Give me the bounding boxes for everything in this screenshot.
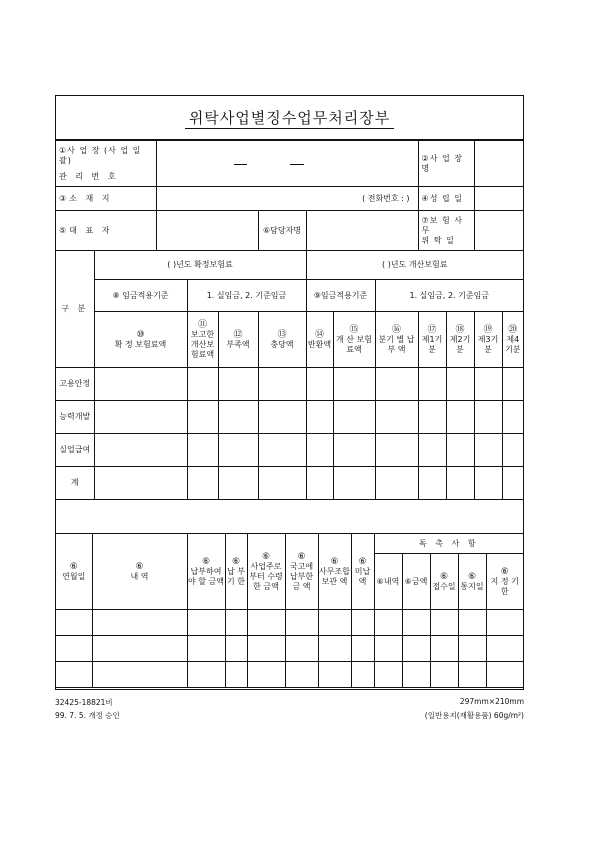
phone-label: ( 전화번호 : ) (156, 187, 418, 211)
ledger-unpaid-header: ⑥ 미납액 (351, 534, 374, 610)
amount-cell[interactable] (94, 467, 187, 500)
wage-option-a[interactable]: 1. 실임금, 2. 기준임금 (187, 280, 306, 312)
form-number: 32425-18821비 (55, 698, 113, 707)
ledger-cell[interactable] (486, 636, 523, 662)
amount-cell[interactable] (94, 434, 187, 467)
ledger-cell[interactable] (458, 636, 486, 662)
ledger-cell[interactable] (92, 610, 187, 636)
amount-cell[interactable] (418, 401, 446, 434)
ledger-cell[interactable] (225, 636, 247, 662)
ledger-cell[interactable] (92, 636, 187, 662)
amount-cell[interactable] (258, 368, 306, 401)
ledger-cell[interactable] (402, 662, 430, 688)
amount-cell[interactable] (418, 467, 446, 500)
amount-cell[interactable] (187, 368, 218, 401)
estimated-year-header: ( )년도 개산보험료 (306, 251, 523, 280)
ledger-col-notify: ⑥ 통지일 (458, 554, 486, 610)
founded-field[interactable] (474, 187, 523, 211)
column-header: ⑱ 제2기분 (446, 312, 474, 368)
amount-cell[interactable] (187, 434, 218, 467)
ledger-cell[interactable] (285, 636, 318, 662)
contract-label-1: ⑦보 험 사 무 (421, 215, 463, 235)
paper-size: 297mm×210mm (459, 697, 524, 706)
amount-cell[interactable] (218, 434, 258, 467)
amount-cell[interactable] (258, 434, 306, 467)
amount-cell[interactable] (446, 467, 474, 500)
ledger-cell[interactable] (247, 636, 285, 662)
amount-cell[interactable] (375, 434, 418, 467)
contract-label-2: 위 탁 일 (421, 235, 455, 245)
amount-cell[interactable] (474, 368, 502, 401)
column-header: ⑪ 보고한 개산보험료액 (187, 312, 218, 368)
ledger-cell[interactable] (318, 610, 351, 636)
amount-cell[interactable] (474, 434, 502, 467)
ledger-cell[interactable] (56, 662, 92, 688)
ledger-cell[interactable] (486, 662, 523, 688)
biz-id-label-2: 관 리 번 호 (59, 171, 119, 181)
amount-cell[interactable] (502, 368, 523, 401)
ledger-cell[interactable] (318, 662, 351, 688)
form-frame (55, 95, 524, 690)
paper-spec: (일반용지(재활용품) 60g/m²) (424, 711, 524, 720)
gubun-label: 구 분 (56, 251, 94, 368)
form-title: 위탁사업별징수업무처리장부 (185, 107, 394, 129)
amount-cell[interactable] (306, 434, 333, 467)
ledger-cell[interactable] (225, 610, 247, 636)
manager-field[interactable] (306, 211, 418, 251)
amount-cell[interactable] (333, 401, 375, 434)
ledger-cell[interactable] (187, 636, 225, 662)
contract-label-cell (418, 211, 474, 251)
amount-cell[interactable] (218, 368, 258, 401)
column-header: ⑭ 반환액 (306, 312, 333, 368)
ledger-cell[interactable] (430, 636, 458, 662)
amount-cell[interactable] (258, 401, 306, 434)
approval-note: 99. 7. 5. 개정 승인 (55, 711, 120, 720)
rep-field[interactable] (156, 211, 258, 251)
ledger-collection-header: 독 촉 사 항 (374, 534, 523, 554)
wage-basis-a: ⑧ 임금적용기준 (94, 280, 187, 312)
ledger-received-header: ⑥ 사업주로 부터 수령한 금액 (247, 534, 285, 610)
address-label: ③소 재 지 (56, 187, 156, 211)
ledger-cell[interactable] (351, 636, 374, 662)
ledger-cell[interactable] (430, 610, 458, 636)
ledger-cell[interactable] (458, 610, 486, 636)
biz-id-label-cell (56, 141, 156, 187)
amount-cell[interactable] (333, 467, 375, 500)
row-label: 고용안정 (56, 368, 94, 401)
founded-label: ④성 립 일 (418, 187, 474, 211)
column-header: ⑲ 제3기분 (474, 312, 502, 368)
ledger-cell[interactable] (285, 662, 318, 688)
row-label: 실업급여 (56, 434, 94, 467)
amount-cell[interactable] (258, 467, 306, 500)
ledger-cell[interactable] (247, 610, 285, 636)
ledger-cell[interactable] (402, 610, 430, 636)
ledger-col-deadline: ⑥ 지 정 기 한 (486, 554, 523, 610)
ledger-cell[interactable] (187, 662, 225, 688)
ledger-cell[interactable] (56, 636, 92, 662)
ledger-cell[interactable] (351, 662, 374, 688)
ledger-cell[interactable] (247, 662, 285, 688)
ledger-col-amount: ⑥금액 (402, 554, 430, 610)
form-title-bar (56, 96, 523, 140)
manager-label: ⑥담당자명 (258, 211, 306, 251)
ledger-cell[interactable] (374, 636, 402, 662)
ledger-cell[interactable] (318, 636, 351, 662)
amount-cell[interactable] (502, 401, 523, 434)
amount-cell[interactable] (218, 401, 258, 434)
biz-id-digit-boxes[interactable] (156, 141, 418, 187)
wage-option-b[interactable]: 1. 실임금, 2. 기준임금 (375, 280, 523, 312)
ledger-cell[interactable] (56, 610, 92, 636)
ledger-cell[interactable] (92, 662, 187, 688)
ledger-cell[interactable] (430, 662, 458, 688)
ledger-due-header: ⑥ 납 부 기 한 (225, 534, 247, 610)
biz-name-field[interactable] (474, 141, 523, 187)
biz-name-label: ②사 업 장 명 (418, 141, 474, 187)
amount-cell[interactable] (306, 401, 333, 434)
amount-cell[interactable] (306, 467, 333, 500)
column-header: ⑫ 부족액 (218, 312, 258, 368)
amount-cell[interactable] (375, 467, 418, 500)
amount-cell[interactable] (94, 368, 187, 401)
column-header: ⑬ 충당액 (258, 312, 306, 368)
ledger-cell[interactable] (225, 662, 247, 688)
amount-cell[interactable] (446, 401, 474, 434)
amount-cell[interactable] (502, 434, 523, 467)
amount-cell[interactable] (218, 467, 258, 500)
biz-id-label-1: ①사 업 장 (사 업 일 괄) (59, 145, 142, 165)
amount-cell[interactable] (333, 434, 375, 467)
ledger-cell[interactable] (402, 636, 430, 662)
ledger-date-header: ⑥ 연월일 (56, 534, 92, 610)
amount-cell[interactable] (502, 467, 523, 500)
ledger-must-pay-header: ⑥ 납부하여야 할 금액 (187, 534, 225, 610)
ledger-cell[interactable] (285, 610, 318, 636)
ledger-national-header: ⑥ 국고에 납부한 금 액 (285, 534, 318, 610)
column-header: ⑳ 제4기분 (502, 312, 523, 368)
column-header: ⑮ 개 산 보험료액 (333, 312, 375, 368)
amount-cell[interactable] (418, 434, 446, 467)
amount-cell[interactable] (474, 401, 502, 434)
column-header: ⑰ 제1기분 (418, 312, 446, 368)
amount-cell[interactable] (306, 368, 333, 401)
ledger-office-header: ⑥ 사무조합 보관 액 (318, 534, 351, 610)
ledger-cell[interactable] (374, 662, 402, 688)
amount-cell[interactable] (94, 401, 187, 434)
ledger-details-header: ⑥ 내 역 (92, 534, 187, 610)
amount-cell[interactable] (474, 467, 502, 500)
amount-cell[interactable] (418, 368, 446, 401)
ledger-cell[interactable] (458, 662, 486, 688)
row-label: 계 (56, 467, 94, 500)
amount-cell[interactable] (375, 401, 418, 434)
ledger-cell[interactable] (351, 610, 374, 636)
rep-label: ⑤대 표 자 (56, 211, 156, 251)
wage-basis-b: ⑨임금적용기준 (306, 280, 375, 312)
ledger-cell[interactable] (486, 610, 523, 636)
amount-cell[interactable] (375, 368, 418, 401)
ledger-cell[interactable] (187, 610, 225, 636)
amount-cell[interactable] (333, 368, 375, 401)
amount-cell[interactable] (446, 368, 474, 401)
contract-field[interactable] (474, 211, 523, 251)
amount-cell[interactable] (446, 434, 474, 467)
column-header: ⑯ 분기 별 납 부 액 (375, 312, 418, 368)
form-grid (56, 140, 523, 500)
ledger-grid (56, 533, 523, 688)
ledger-col-receive: ⑥ 접수일 (430, 554, 458, 610)
column-header: ⑩ 확 정 보험료액 (94, 312, 187, 368)
ledger-cell[interactable] (374, 610, 402, 636)
row-label: 능력개발 (56, 401, 94, 434)
amount-cell[interactable] (187, 467, 218, 500)
confirmed-year-header: ( )년도 확정보험료 (94, 251, 306, 280)
amount-cell[interactable] (187, 401, 218, 434)
ledger-col-details: ⑥내역 (374, 554, 402, 610)
